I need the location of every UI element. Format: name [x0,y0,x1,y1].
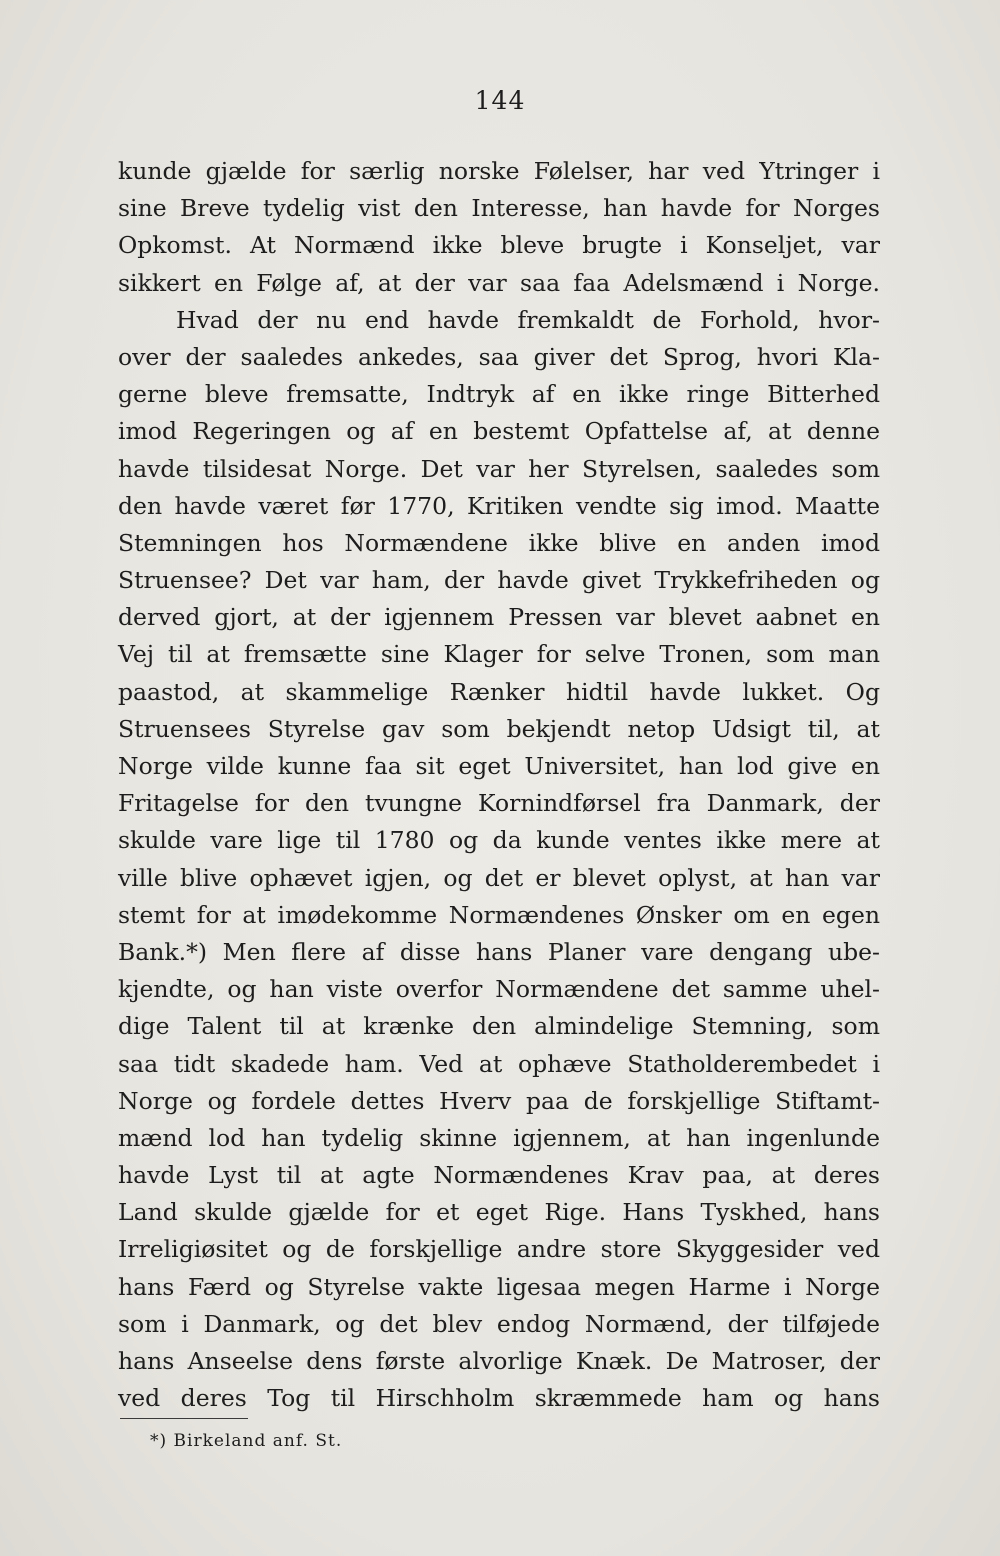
text-line: havde Lyst til at agte Normændenes Krav paa, at deres [118,1161,880,1190]
text-line: imod Regeringen og af en bestemt Opfattelse af, at denne [118,417,880,446]
text-line: hans Anseelse dens første alvorlige Knæk. De Matroser, der [118,1347,880,1375]
text-line: derved gjort, at der igjennem Pressen var blevet aabnet en [118,603,880,632]
text-line: ville blive ophævet igjen, og det er blevet oplyst, at han var [118,863,880,892]
text-line: gerne bleve fremsatte, Indtryk af en ikke ringe Bitterhed [118,380,880,409]
text-line: Irreligiøsitet og de forskjellige andre store Skyggesider ved [118,1235,880,1264]
footnote-divider [120,1418,248,1419]
text-line: skulde vare lige til 1780 og da kunde ventes ikke mere at [118,826,880,855]
text-line: Land skulde gjælde for et eget Rige. Hans Tyskhed, hans [118,1198,880,1227]
text-line: hans Færd og Styrelse vakte ligesaa megen Harme i Norge [118,1272,880,1301]
text-line: Norge vilde kunne faa sit eget Universitet, han lod give en [118,752,880,780]
text-line: Vej til at fremsætte sine Klager for selve Tronen, som man [118,640,880,669]
text-line: Struensee? Det var ham, der havde givet Trykkefriheden og [118,566,880,595]
text-line: Struensees Styrelse gav som bekjendt netop Udsigt til, at [118,714,880,743]
text-line: mænd lod han tydelig skinne igjennem, at han ingenlunde [118,1123,880,1152]
text-line: Opkomst. At Normænd ikke bleve brugte i Konseljet, var [118,231,880,260]
text-line: Norge og fordele dettes Hverv paa de forskjellige Stiftamt- [118,1086,880,1115]
text-line: Hvad der nu end havde fremkaldt de Forhold, hvor- [176,305,880,334]
text-line: paastod, at skammelige Rænker hidtil havde lukket. Og [118,677,880,706]
text-line: saa tidt skadede ham. Ved at ophæve Statholderembedet i [118,1049,880,1078]
text-line: ved deres Tog til Hirschholm skræmmede ham og hans [118,1384,880,1413]
text-line: sikkert en Følge af, at der var saa faa Adelsmænd i Norge. [118,268,880,297]
text-line: havde tilsidesat Norge. Det var her Styrelsen, saaledes som [118,454,880,483]
page-number: 144 [474,86,526,115]
text-line: som i Danmark, og det blev endog Normænd, der tilføjede [118,1309,880,1338]
text-line: kunde gjælde for særlig norske Følelser, har ved Ytringer i [118,157,880,185]
text-line: stemt for at imødekomme Normændenes Ønsker om en egen [118,900,880,929]
text-line: dige Talent til at krænke den almindelige Stemning, som [118,1012,880,1041]
body-text [118,153,880,1417]
text-line: Fritagelse for den tvungne Kornindførsel fra Danmark, der [118,789,880,818]
text-line: over der saaledes ankedes, saa giver det Sprog, hvori Kla- [118,342,880,371]
text-line: sine Breve tydelig vist den Interesse, han havde for Norges [118,194,880,223]
footnote: *) Birkeland anf. St. [150,1431,343,1451]
text-line: kjendte, og han viste overfor Normændene det samme uhel- [118,975,880,1004]
text-line: Bank.*) Men flere af disse hans Planer vare dengang ube- [118,937,880,966]
text-line: den havde været før 1770, Kritiken vendte sig imod. Maatte [118,491,880,520]
text-line: Stemningen hos Normændene ikke blive en anden imod [118,528,880,557]
